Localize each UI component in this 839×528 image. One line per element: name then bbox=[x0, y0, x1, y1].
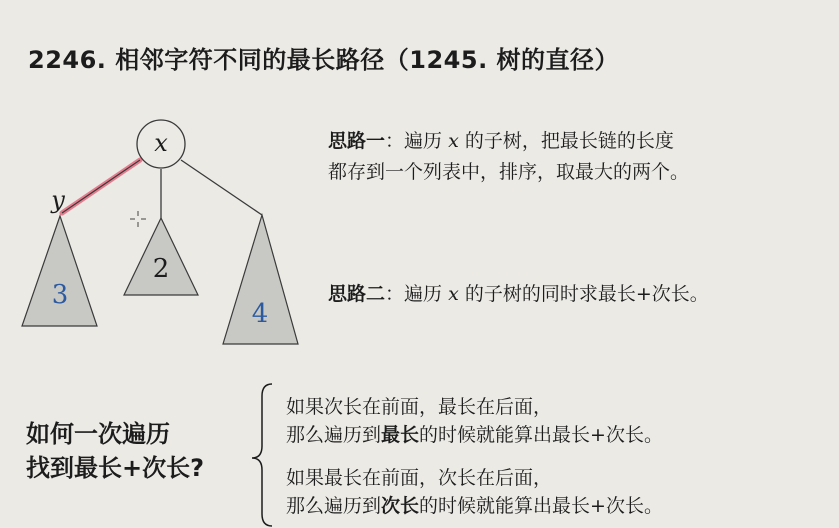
case-one-pre: 那么遍历到 bbox=[286, 424, 382, 446]
question-line-1: 如何一次遍历 bbox=[26, 420, 170, 448]
idea-one-line-1 bbox=[328, 126, 689, 157]
idea-one bbox=[328, 126, 689, 188]
page-title: 2246. 相邻字符不同的最长路径（1245. 树的直径） bbox=[28, 46, 620, 74]
idea-one-rest: 的子树，把最长链的长度 bbox=[458, 130, 674, 152]
subtree-value-right: 4 bbox=[251, 299, 269, 329]
subtree-value-left: 3 bbox=[51, 280, 69, 310]
question bbox=[26, 417, 204, 485]
crosshair-cursor-icon bbox=[130, 211, 146, 227]
case-one bbox=[286, 393, 663, 449]
case-two-line-1: 如果最长在前面，次长在后面， bbox=[286, 467, 553, 489]
subtree-value-middle: 2 bbox=[152, 254, 170, 284]
case-two-bold: 次长 bbox=[381, 495, 420, 517]
case-one-bold: 最长 bbox=[381, 424, 420, 446]
case-two-post: 的时候就能算出最长+次长。 bbox=[419, 495, 663, 517]
idea-two-label: 思路二 bbox=[328, 283, 386, 305]
case-one-post: 的时候就能算出最长+次长。 bbox=[419, 424, 663, 446]
child-label: y bbox=[51, 186, 65, 214]
idea-two bbox=[328, 279, 709, 310]
idea-one-line-2: 都存到一个列表中，排序，取最大的两个。 bbox=[328, 161, 690, 183]
case-two bbox=[286, 464, 663, 520]
idea-two-rest: 的子树的同时求最长+次长。 bbox=[458, 283, 709, 305]
case-two-pre: 那么遍历到 bbox=[286, 495, 382, 517]
case-one-line-1: 如果次长在前面，最长在后面， bbox=[286, 396, 553, 418]
edge-x-right bbox=[181, 160, 262, 215]
case-two-line-2 bbox=[286, 492, 663, 520]
idea-one-sep: ：遍历 bbox=[385, 130, 449, 152]
idea-one-var: x bbox=[448, 130, 459, 152]
edge-x-y-core bbox=[62, 160, 140, 213]
root-label: x bbox=[154, 129, 168, 157]
case-one-line-2 bbox=[286, 421, 663, 449]
idea-two-sep: ：遍历 bbox=[385, 283, 449, 305]
idea-two-var: x bbox=[448, 283, 459, 305]
brace-icon bbox=[252, 384, 272, 526]
idea-one-label: 思路一 bbox=[328, 130, 386, 152]
question-line-2: 找到最长+次长? bbox=[26, 454, 205, 482]
